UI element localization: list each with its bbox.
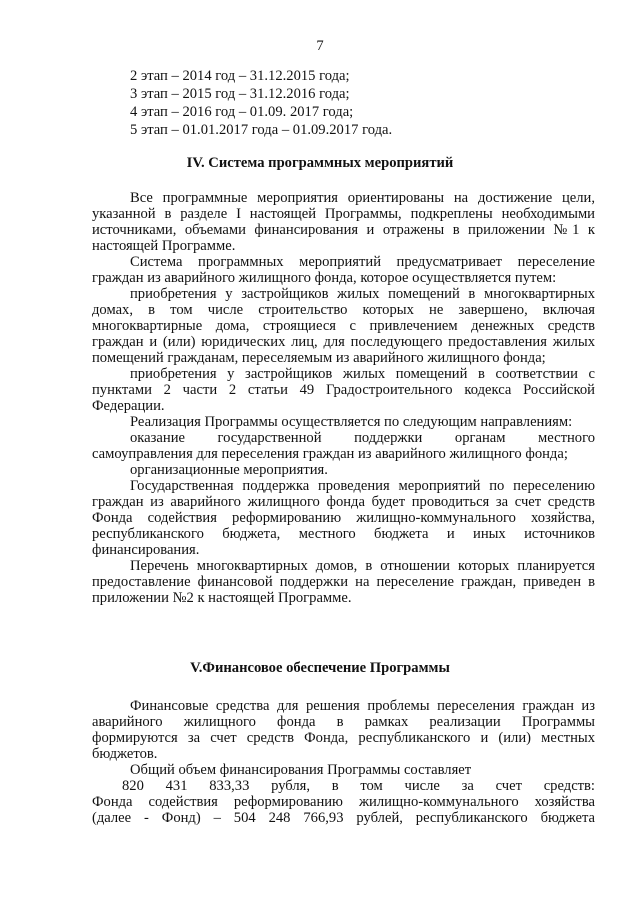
text-line: финансирования. [92,542,200,558]
text-line: Федерации. [92,398,165,414]
text-line: аварийного жилищного фонда в рамках реализации Программы [92,714,595,730]
text-line: Фонда содействия реформированию жилищно-коммунального хозяйства, [92,510,595,526]
stage-line: 4 этап – 2016 год – 01.09. 2017 года; [130,104,354,120]
text-line: оказание государственной поддержки органам местного [130,430,595,446]
page-number: 7 [316,38,324,54]
text-line: Фонда содействия реформированию жилищно-коммунального хозяйства [92,794,595,810]
text-line: (далее - Фонд) – 504 248 766,93 рублей, республиканского бюджета [92,810,595,826]
text-line: предоставление финансовой поддержки на переселение граждан, приведен в [92,574,595,590]
text-line: граждан из аварийного жилищного фонда будет проводиться за счет средств [92,494,595,510]
text-line: приобретения у застройщиков жилых помещений в многоквартирных [130,286,595,302]
text-line: Перечень многоквартирных домов, в отношении которых планируется [130,558,595,574]
section-heading-iv: IV. Система программных мероприятий [186,155,454,171]
section-iv-body [92,190,595,606]
text-line: организационные мероприятия. [130,462,328,478]
text-line: настоящей Программе. [92,238,236,254]
text-line: домах, в том числе строительство которых не завершено, включая [92,302,595,318]
stage-line: 5 этап – 01.01.2017 года – 01.09.2017 года. [130,122,393,138]
text-line: Реализация Программы осуществляется по следующим направлениям: [130,414,573,430]
section-heading-v: V.Финансовое обеспечение Программы [190,660,450,676]
text-line: бюджетов. [92,746,158,762]
text-line: Все программные мероприятия ориентированы на достижение цели, [130,190,595,206]
text-line: самоуправления для переселения граждан из аварийного жилищного фонда; [92,446,568,462]
text-line: граждан и (или) юридических лиц, для последующего предоставления жилых [92,334,595,350]
stage-line: 3 этап – 2015 год – 31.12.2016 года; [130,86,350,102]
text-line: 820 431 833,33 рубля, в том числе за счет средств: [122,778,595,794]
text-line: указанной в разделе I настоящей Программы, подкреплены необходимыми [92,206,595,222]
text-line: пунктами 2 части 2 статьи 49 Градостроительного кодекса Российской [92,382,595,398]
text-line: Общий объем финансирования Программы составляет [130,762,472,778]
text-line: источниками, объемами финансирования и отражены в приложении №1 к [92,222,595,238]
text-line: Система программных мероприятий предусматривает переселение [130,254,595,270]
text-line: республиканского бюджета, местного бюджета и иных источников [92,526,595,542]
stage-line: 2 этап – 2014 год – 31.12.2015 года; [130,68,350,84]
section-v-body [92,698,595,826]
text-line: Финансовые средства для решения проблемы переселения граждан из [130,698,595,714]
text-line: приложении №2 к настоящей Программе. [92,590,352,606]
text-line: формируются за счет средств Фонда, республиканского и (или) местных [92,730,595,746]
text-line: приобретения у застройщиков жилых помещений в соответствии с [130,366,595,382]
text-line: Государственная поддержка проведения мероприятий по переселению [130,478,595,494]
text-line: граждан из аварийного жилищного фонда, которое осуществляется путем: [92,270,557,286]
text-line: многоквартирные дома, строящиеся с привлечением денежных средств [92,318,595,334]
text-line: помещений гражданам, переселяемым из аварийного жилищного фонда; [92,350,546,366]
